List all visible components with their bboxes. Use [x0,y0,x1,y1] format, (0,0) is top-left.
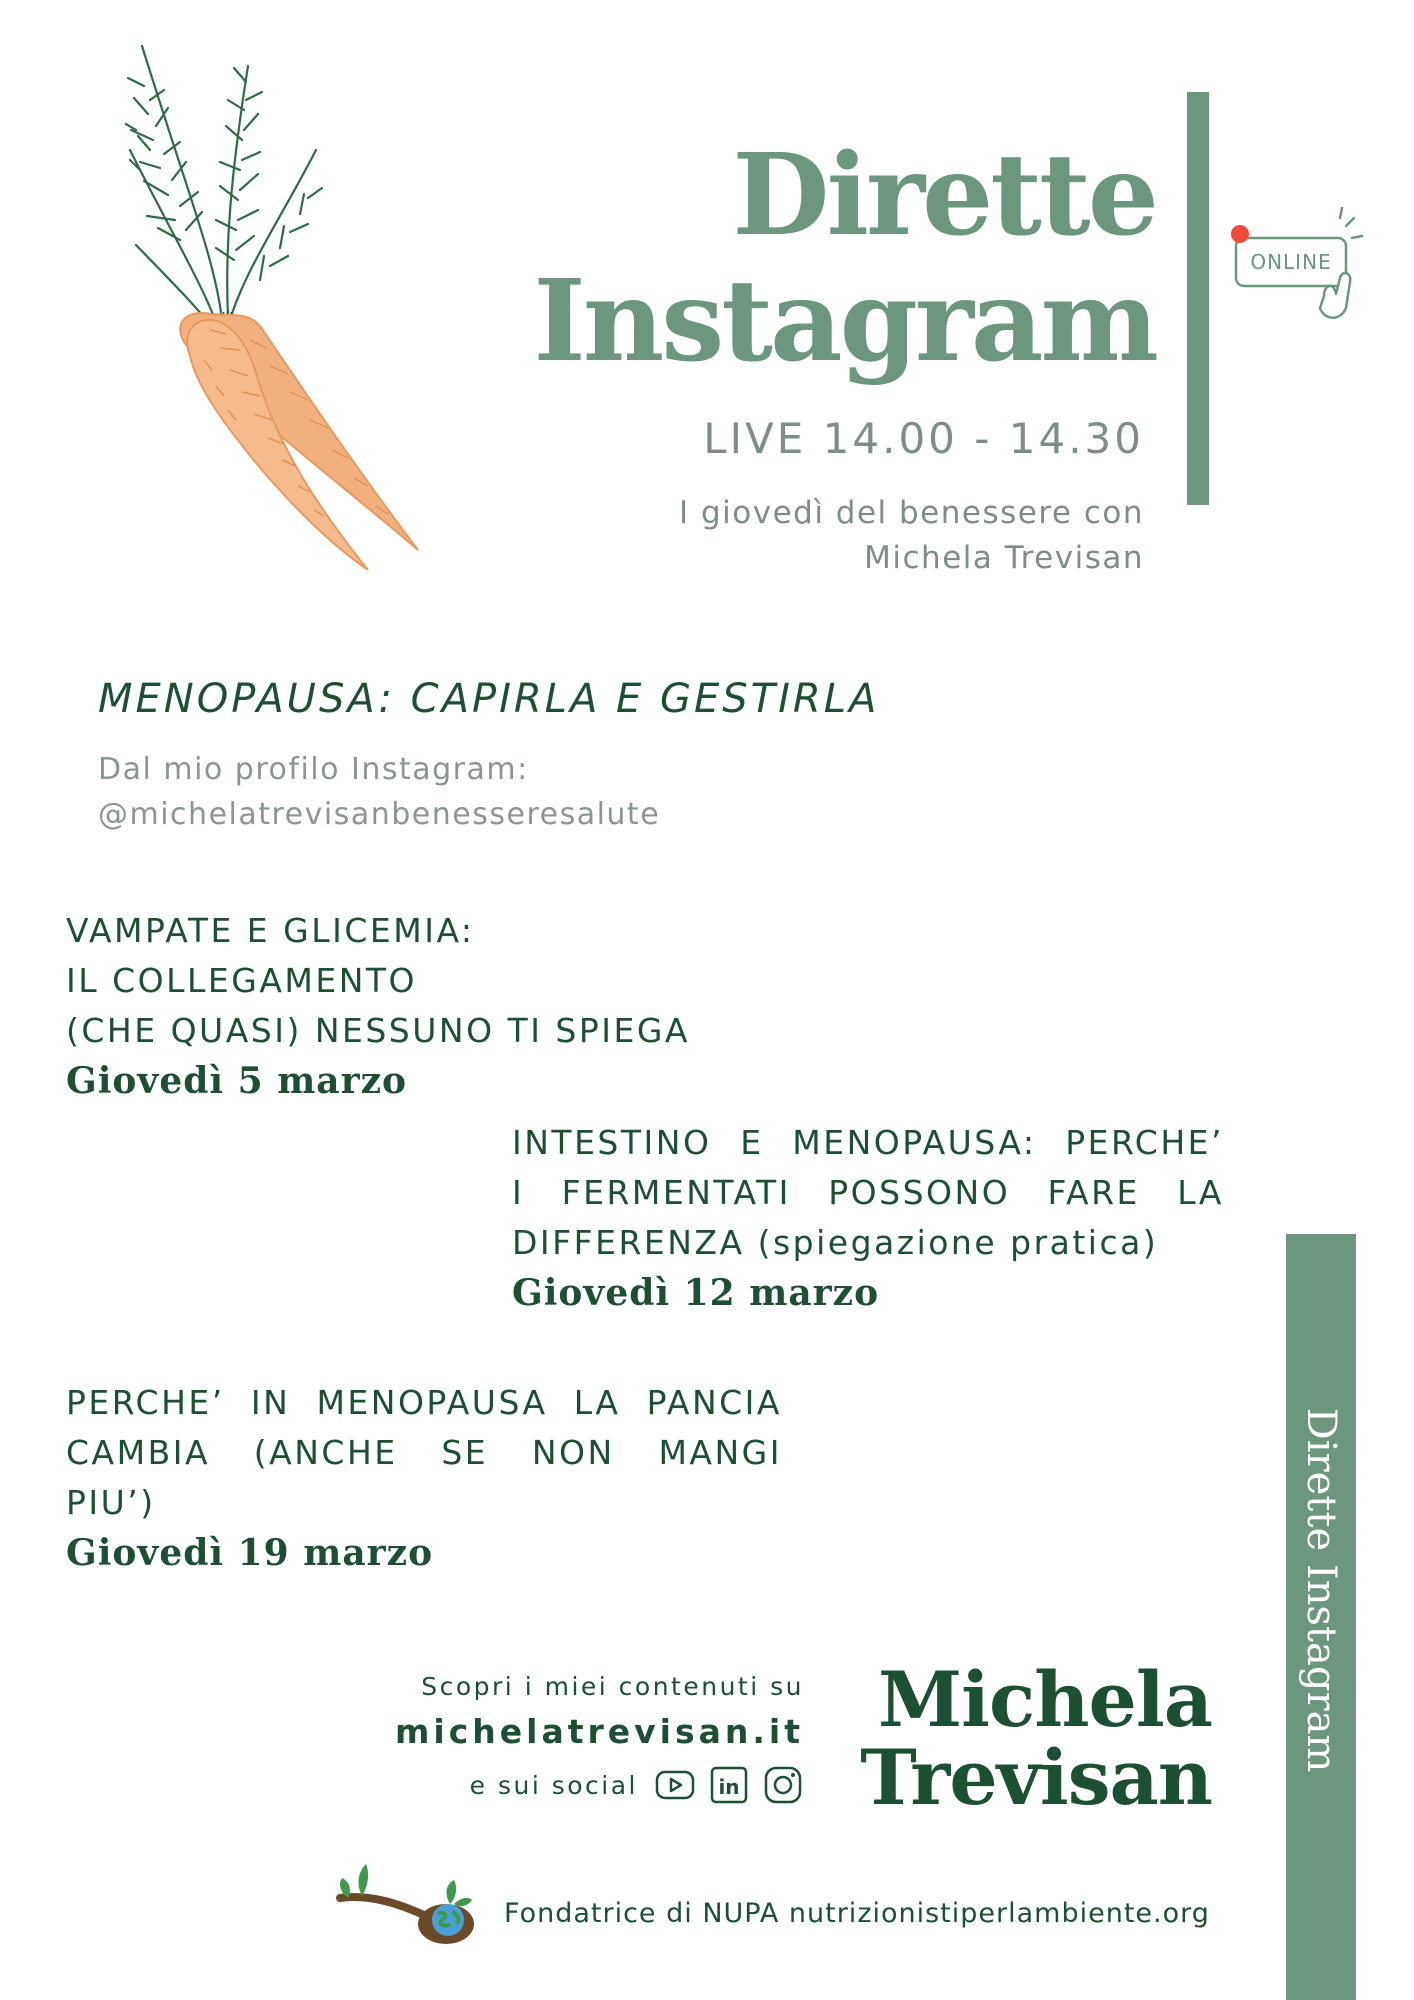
brand-name-line-2: Trevisan [860,1733,1212,1822]
title-line-2: Instagram [533,256,1156,387]
word: IN [250,1383,291,1422]
word: SE [441,1433,489,1472]
youtube-icon[interactable] [654,1766,696,1804]
online-badge-icon [1228,204,1364,328]
word: MENOPAUSA [316,1383,548,1422]
word: LA [1177,1173,1224,1212]
side-banner [1286,1234,1356,2000]
word: INTESTINO [512,1123,712,1162]
nupa-founder-text: Fondatrice di NUPA nutrizionistiperlambiente.org [504,1898,1210,1929]
episode-block-3 [66,1378,782,1578]
title-line-1: Dirette [732,130,1156,261]
word: MANGI [658,1433,782,1472]
episode-2-date: Giovedì 12 marzo [512,1272,880,1314]
website-link[interactable]: michelatrevisan.it [395,1712,804,1751]
brand-name-line-1: Michela [878,1655,1212,1744]
online-badge-label: ONLINE [1250,250,1332,274]
carrot-illustration [120,30,460,570]
live-time: LIVE 14.00 - 14.30 [703,414,1144,463]
episode-1-title-line-3: (CHE QUASI) NESSUNO TI SPIEGA [66,1011,691,1050]
episode-3-date: Giovedì 19 marzo [66,1532,434,1574]
episode-3-title-line-3: PIU’) [66,1483,156,1522]
episode-1-title-line-2: IL COLLEGAMENTO [66,961,418,1000]
word: POSSONO [828,1173,1011,1212]
episode-2-title-line-2 [512,1168,1224,1218]
series-title: MENOPAUSA: CAPIRLA E GESTIRLA [98,676,880,722]
episode-1-date: Giovedì 5 marzo [66,1060,408,1102]
social-row [470,1766,804,1804]
word: FARE [1047,1173,1140,1212]
title-accent-bar [1187,92,1209,505]
episode-2-title-line-1 [512,1118,1224,1168]
profile-label: Dal mio profilo Instagram: [98,752,529,787]
word: I [512,1173,525,1212]
discover-text: Scopri i miei contenuti su [421,1672,804,1701]
subtitle-line-1: I giovedì del benessere con [678,495,1144,531]
episode-2-title-line-3: DIFFERENZA (spiegazione pratica) [512,1223,1159,1262]
episode-block-2 [512,1118,1224,1318]
word: MENOPAUSA: [792,1123,1037,1162]
word: CAMBIA [66,1433,211,1472]
subtitle-line-2: Michela Trevisan [864,540,1144,576]
svg-text:in: in [718,1775,740,1799]
word: E [740,1123,764,1162]
word: FERMENTATI [561,1173,791,1212]
instagram-icon[interactable] [762,1766,804,1804]
side-banner-text: Dirette Instagram [1298,1407,1344,1773]
instagram-handle[interactable]: @michelatrevisanbenesseresalute [98,797,661,832]
episode-block-1 [66,906,690,1106]
word: LA [573,1383,621,1422]
linkedin-icon[interactable] [708,1766,750,1804]
word: PERCHE’ [66,1383,225,1422]
episode-3-title-line-2 [66,1428,782,1478]
episode-3-title-line-1 [66,1378,782,1428]
word: NON [531,1433,615,1472]
episode-1-title-line-1: VAMPATE E GLICEMIA: [66,911,475,950]
word: PERCHE’ [1065,1123,1224,1162]
nupa-logo-icon [336,1854,486,1954]
word: PANCIA [646,1383,782,1422]
word: (ANCHE [253,1433,398,1472]
social-label: e sui social [469,1770,638,1800]
